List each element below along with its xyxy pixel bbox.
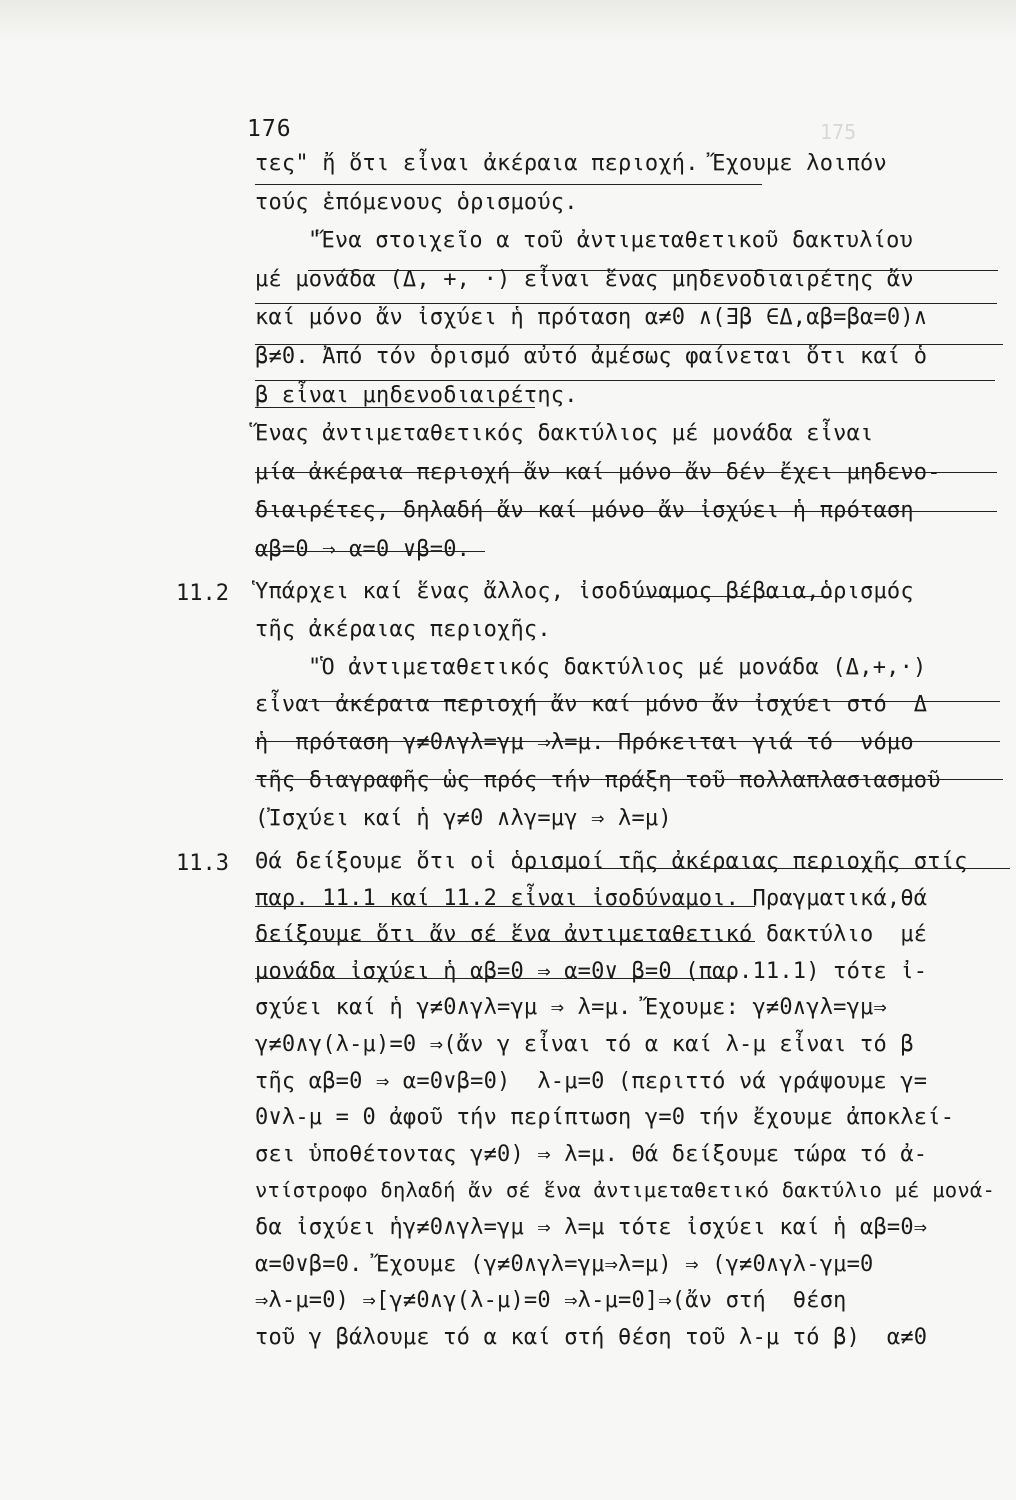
underline-mark	[255, 184, 762, 185]
underline-mark	[255, 472, 997, 473]
text-line: ἡ πρόταση γ≠0∧γλ=γμ ⇒λ=μ. Πρόκειται γιά τό νόμο	[255, 730, 914, 756]
bleed-through: 175	[820, 120, 857, 144]
text-line: Ἕνας ἀντιμεταθετικός δακτύλιος μέ μονάδα εἶναι	[255, 421, 874, 447]
underline-mark	[255, 511, 997, 512]
text-line: τοῦ γ βάλουμε τό α καί στή θέση τοῦ λ-μ τό β) α≠0	[255, 1324, 928, 1350]
text-line: (Ἰσχύει καί ἡ γ≠0 ∧λγ=μγ ⇒ λ=μ)	[255, 805, 672, 831]
text-line: Θά δείξουμε ὅτι οἱ ὁρισμοί τῆς ἀκέραιας περιοχῆς στίς	[255, 849, 968, 874]
text-line: εἶναι ἀκέραια περιοχή ἄν καί μόνο ἄν ἰσχύει στό Δ	[255, 692, 928, 718]
underline-mark	[255, 344, 1003, 345]
underline-mark	[255, 741, 1000, 742]
text-line: α=0∨β=0. Ἔχουμε (γ≠0∧γλ=γμ⇒λ=μ) ⇒ (γ≠0∧γλ-γμ=0	[255, 1251, 874, 1277]
underline-mark	[255, 551, 485, 552]
text-line: 0∨λ-μ = 0 ἀφοῦ τήν περίπτωση γ=0 τήν ἔχουμε ἀποκλεί-	[255, 1105, 955, 1131]
text-line: "Ἕνα στοιχεῖο α τοῦ ἀντιμεταθετικοῦ δακτυλίου	[308, 228, 914, 254]
text-line: αβ=0 ⇒ α=0 ∨β=0.	[255, 537, 471, 562]
underline-mark	[255, 941, 755, 942]
text-line: "Ὁ ἀντιμεταθετικός δακτύλιος μέ μονάδα (Δ,+,·)	[308, 654, 927, 680]
text-line: ⇒λ-μ=0) ⇒[γ≠0∧γ(λ-μ)=0 ⇒λ-μ=0]⇒(ἄν στή θέση	[255, 1288, 847, 1314]
scan-shadow	[0, 0, 1016, 40]
text-line: Ὑπάρχει καί ἕνας ἄλλος, ἰσοδύναμος βέβαια,ὁρισμός	[255, 579, 914, 604]
text-line: τῆς αβ=0 ⇒ α=0∨β=0) λ-μ=0 (περιττό νά γράψουμε γ=	[255, 1068, 928, 1094]
text-line: διαιρέτες, δηλαδή ἄν καί μόνο ἄν ἰσχύει ἡ πρόταση	[255, 498, 914, 524]
section-number-11-2: 11.2	[176, 581, 229, 606]
text-line: παρ. 11.1 καί 11.2 εἶναι ἰσοδύναμοι. Πραγματικά,θά	[255, 885, 928, 911]
text-line: μονάδα ἰσχύει ἡ αβ=0 ⇒ α=0∨ β=0 (παρ.11.1) τότε ἰ-	[255, 958, 928, 984]
text-line: τῆς διαγραφῆς ὡς πρός τήν πράξη τοῦ πολλαπλασιασμοῦ	[255, 768, 941, 793]
underline-mark	[255, 407, 535, 408]
text-line: σχύει καί ἡ γ≠0∧γλ=γμ ⇒ λ=μ. Ἔχουμε: γ≠0∧γλ=γμ⇒	[255, 995, 887, 1021]
underline-mark	[636, 596, 832, 597]
underline-mark	[255, 779, 1003, 780]
underline-mark	[520, 868, 1010, 869]
underline-mark	[308, 701, 1000, 702]
underline-mark	[255, 303, 997, 304]
underline-mark	[255, 380, 995, 381]
underline-mark	[255, 978, 735, 979]
text-line: δα ἰσχύει ἡγ≠0∧γλ=γμ ⇒ λ=μ τότε ἰσχύει καί ἡ αβ=0⇒	[255, 1215, 928, 1240]
text-line: β≠0. Ἀπό τόν ὁρισμό αὐτό ἀμέσως φαίνεται ὅτι καί ὁ	[255, 344, 928, 369]
text-line: β εἶναι μηδενοδιαιρέτης.	[255, 382, 578, 408]
text-line: τες" ἤ ὅτι εἶναι ἀκέραια περιοχή. Ἔχουμε λοιπόν	[255, 151, 887, 176]
text-line: γ≠0∧γ(λ-μ)=0 ⇒(ἄν γ εἶναι τό α καί λ-μ εἶναι τό β	[255, 1032, 914, 1057]
underline-mark	[308, 270, 998, 271]
text-line: μία ἀκέραια περιοχή ἄν καί μόνο ἄν δέν ἔχει μηδενο-	[255, 459, 941, 485]
text-line: καί μόνο ἄν ἰσχύει ἡ πρόταση α≠0 ∧(∃β ∈Δ,αβ=βα=0)∧	[255, 305, 928, 331]
text-line: τούς ἑπόμενους ὁρισμούς.	[255, 189, 578, 215]
underline-mark	[255, 906, 755, 907]
page-number: 176	[247, 116, 292, 142]
text-line: ντίστροφο δηλαδή ἄν σέ ἕνα ἀντιμεταθετικό δακτύλιο μέ μονά-	[255, 1178, 995, 1203]
text-line: τῆς ἀκέραιας περιοχῆς.	[255, 616, 551, 642]
text-line: σει ὑποθέτοντας γ≠0) ⇒ λ=μ. Θά δείξουμε τώρα τό ἀ-	[255, 1141, 928, 1167]
text-line: δείξουμε ὅτι ἄν σέ ἕνα ἀντιμεταθετικό δακτύλιο μέ	[255, 922, 928, 948]
section-number-11-3: 11.3	[176, 851, 229, 876]
text-line: μέ μονάδα (Δ, +, ·) εἶναι ἕνας μηδενοδιαιρέτης ἄν	[255, 266, 914, 292]
